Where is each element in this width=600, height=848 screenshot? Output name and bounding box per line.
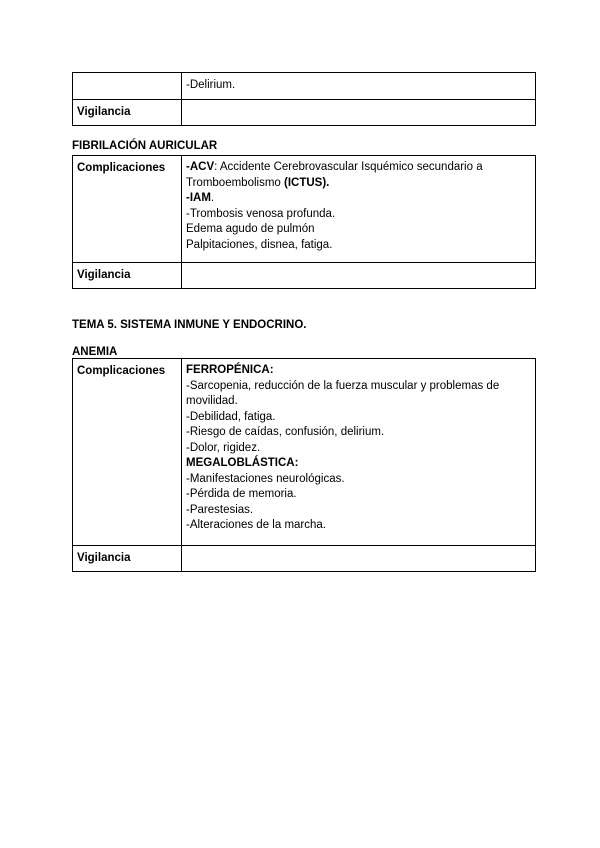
tema-title: TEMA 5. SISTEMA INMUNE Y ENDOCRINO. (72, 319, 307, 331)
iam-dot: . (210, 192, 215, 204)
trombo-line (186, 176, 531, 192)
list-item: -Manifestaciones neurológicas. (186, 472, 345, 485)
list-item: -Dolor, rigidez. (186, 441, 261, 454)
list-item: -Parestesias. (186, 503, 254, 516)
trombosis-line: -Trombosis venosa profunda. (186, 207, 336, 220)
iam-line (186, 191, 531, 207)
vigilancia-label: Vigilancia (73, 546, 182, 572)
section-title-fibrilacion: FIBRILACIÓN AURICULAR (72, 140, 218, 152)
ferro-title-text: FERROPÉNICA: (186, 364, 274, 376)
vigilancia-content (182, 100, 536, 126)
delirium-text: -Delirium. (182, 73, 536, 100)
vigilancia-label: Vigilancia (73, 263, 182, 289)
edema-line: Edema agudo de pulmón (186, 223, 315, 235)
list-item: -Debilidad, fatiga. (186, 410, 276, 423)
ferro-title (186, 363, 531, 379)
section-title-anemia: ANEMIA (72, 346, 118, 358)
complicaciones-label: Complicaciones (73, 156, 182, 263)
continuation-table (72, 72, 536, 126)
mega-title-text: MEGALOBLÁSTICA: (186, 457, 299, 469)
vigilancia-content (182, 546, 536, 572)
list-item: -Alteraciones de la marcha. (186, 519, 326, 531)
table-anemia (72, 358, 527, 572)
complicaciones-content (182, 156, 536, 263)
table-row (73, 100, 536, 126)
vigilancia-label: Vigilancia (73, 100, 182, 126)
list-item: -Pérdida de memoria. (186, 488, 297, 500)
acv-line (186, 160, 531, 176)
table-fibrilacion (72, 155, 527, 289)
ictus-bold: (ICTUS). (284, 176, 330, 189)
table-row (73, 73, 536, 100)
complicaciones-content (182, 359, 536, 546)
anemia-table (72, 358, 536, 572)
fibrilacion-table (72, 155, 536, 289)
palpitaciones-line: Palpitaciones, disnea, fatiga. (186, 238, 333, 251)
list-item: -Riesgo de caídas, confusión, delirium. (186, 426, 385, 438)
table-continuation (72, 72, 527, 126)
acv-text: : Accidente Cerebrovascular Isquémico secundario a (214, 161, 483, 173)
list-item: -Sarcopenia, reducción de la fuerza muscular y problemas de movilidad. (186, 379, 503, 407)
acv-bold: -ACV (186, 161, 215, 173)
mega-title (186, 456, 531, 472)
table-row (73, 359, 536, 546)
row-label-empty (73, 73, 182, 100)
table-row (73, 546, 536, 572)
iam-bold: -IAM (186, 192, 211, 204)
complicaciones-label: Complicaciones (73, 359, 182, 546)
table-row (73, 263, 536, 289)
vigilancia-content (182, 263, 536, 289)
table-row (73, 156, 536, 263)
trombo-text: Tromboembolismo (186, 176, 284, 189)
